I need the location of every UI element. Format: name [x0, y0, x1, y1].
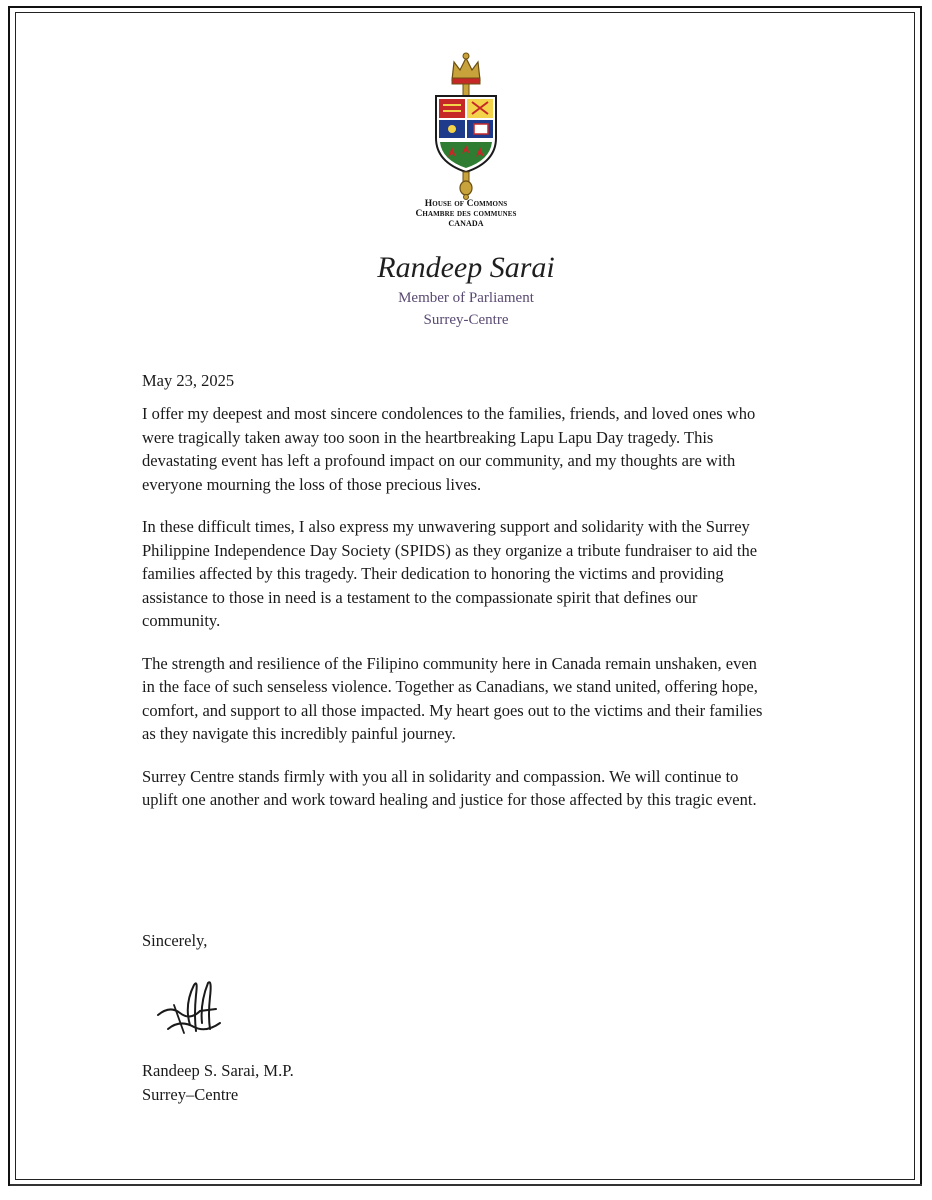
mp-riding: Surrey-Centre — [423, 312, 509, 328]
letterhead-institution — [366, 199, 566, 229]
body-paragraph: In these difficult times, I also express my unwavering support and solidarity with the Surrey Philippine Independence Day Society (SPIDS) as they organize a tribute fundraiser to aid the families affected by this tragedy. Their dedication to honoring the victims and providing assistance to those in need is a testament to the compassionate spirit that defines our community. — [142, 517, 758, 630]
handwritten-signature — [150, 975, 230, 1045]
body-paragraph: I offer my deepest and most sincere condolences to the families, friends, and loved ones who were tragically taken away too soon in the heartbreaking Lapu Lapu Day tragedy. This devastating event has left a profound impact on our community, and my thoughts are with everyone mourning the loss of those precious lives. — [142, 404, 756, 494]
signatory-riding: Surrey–Centre — [142, 1085, 239, 1104]
page-bottom-rule — [10, 1184, 922, 1186]
signatory-name: Randeep S. Sarai, M.P. — [142, 1061, 294, 1080]
house-name-en: House of Commons — [424, 199, 508, 209]
country-name: CANADA — [448, 219, 484, 228]
body-paragraph: Surrey Centre stands firmly with you all in solidarity and compassion. We will continue to uplift one another and work toward healing and justice for those affected by this tragic event. — [142, 766, 757, 809]
house-of-commons-crest-icon — [430, 50, 502, 200]
mp-name-heading: Randeep Sarai — [377, 251, 555, 284]
house-name-fr: Chambre des communes — [415, 209, 517, 219]
signatory-block — [142, 1059, 294, 1107]
mp-role: Member of Parliament — [398, 290, 534, 306]
letter-date: May 23, 2025 — [142, 371, 235, 390]
letter-closing: Sincerely, — [142, 931, 208, 950]
body-paragraph: The strength and resilience of the Filipino community here in Canada remain unshaken, even in the face of such senseless violence. Together as Canadians, we stand united, offering hope, comfort, and support to all those impacted. My heart goes out to the victims and their families as they navigate this incredibly painful journey. — [142, 653, 763, 743]
letter-body — [142, 402, 772, 831]
mp-title-block — [266, 287, 666, 331]
